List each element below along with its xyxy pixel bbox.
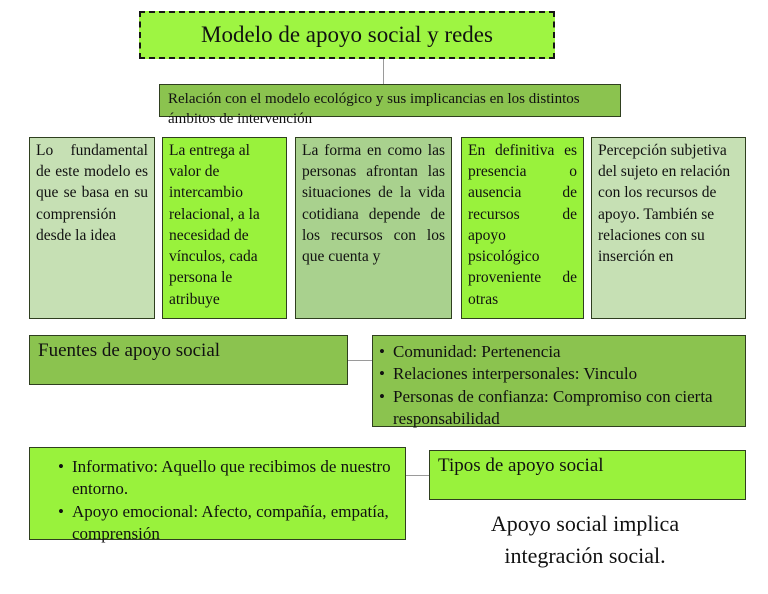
fuentes-list-box [372,335,746,427]
column-text-1: Lo fundamental de este modelo es que se basa en su comprensión desde la idea [36,142,148,244]
fuentes-item: • Relaciones interpersonales: Vinculo [393,363,737,385]
connector-fuentes [348,360,372,361]
connector-title-relacion [383,59,384,84]
tipos-list-box [29,447,406,544]
column-box-4 [461,137,584,319]
relacion-text: Relación con el modelo ecológico y sus implicancias en los distintos ámbitos de intervención [168,91,580,127]
fuentes-box [29,335,348,385]
fuentes-list [393,341,737,431]
column-text-4: En definitiva es presencia o ausencia de recursos de apoyo psicológico proveniente de otras [468,142,577,308]
fuentes-label: Fuentes de apoyo social [38,340,221,361]
connector-tipos [406,475,429,476]
integracion-text: Apoyo social implica integración social. [490,511,680,568]
tipos-box [429,450,746,500]
diagram-title [139,11,555,59]
fuentes-item: • Personas de confianza: Compromiso con cierta responsabilidad [393,386,737,431]
relacion-box [159,84,621,127]
diagram-title-text: Modelo de apoyo social y redes [201,22,493,47]
tipos-item: • Apoyo emocional: Afecto, compañía, empatía, comprensión [72,501,397,546]
column-box-5 [591,137,746,319]
tipos-item: • Informativo: Aquello que recibimos de nuestro entorno. [72,456,397,501]
column-text-2: La entrega al valor de intercambio relacional, a la necesidad de vínculos, cada persona le atribuye [169,142,260,308]
column-box-1 [29,137,155,319]
tipos-list [72,456,397,546]
fuentes-item: • Comunidad: Pertenencia [393,341,737,363]
column-box-2 [162,137,287,319]
column-text-5: Percepción subjetiva del sujeto en relación con los recursos de apoyo. También se relaciones con su inserción en [598,142,731,266]
tipos-label: Tipos de apoyo social [438,455,604,476]
column-box-3 [295,137,452,319]
column-text-3: La forma en como las personas afrontan las situaciones de la vida cotidiana depende de los recursos con los que cuenta y [302,142,445,266]
